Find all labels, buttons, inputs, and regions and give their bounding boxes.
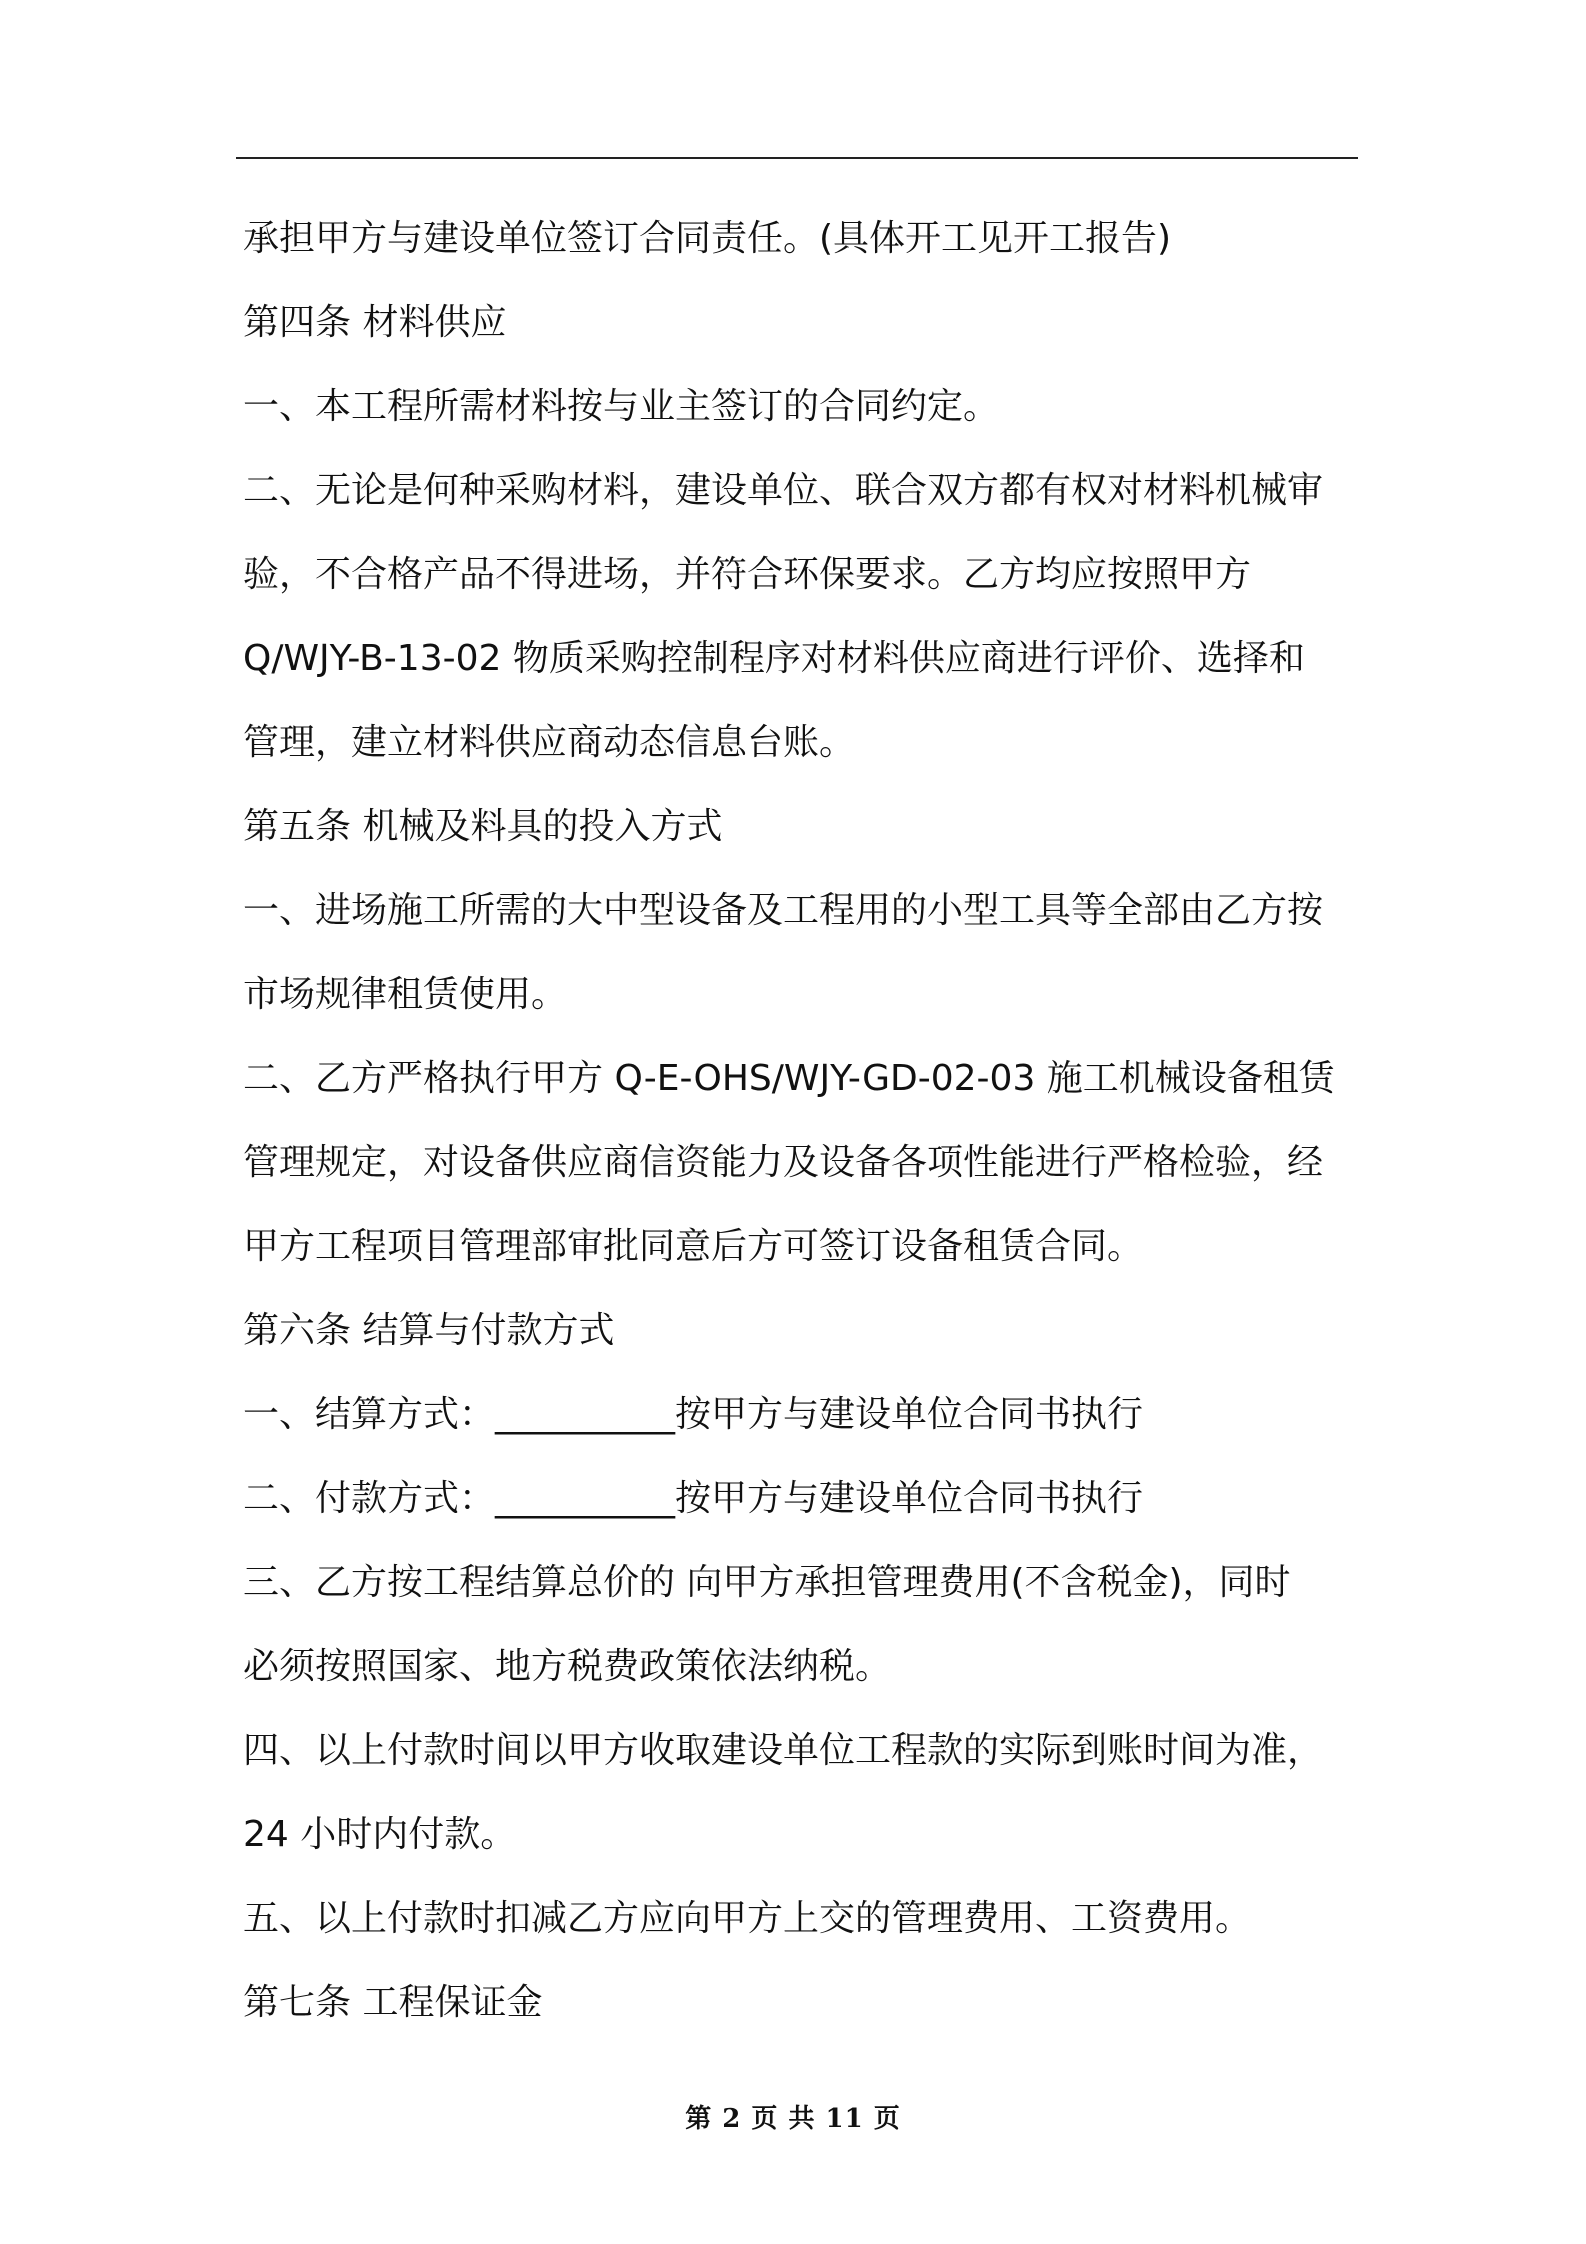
paragraph-line: 一、本工程所需材料按与业主签订的合同约定。 — [243, 386, 1000, 427]
paragraph-line: 必须按照国家、地方税费政策依法纳税。 — [243, 1646, 892, 1687]
page-number: 第 2 页 共 11 页 — [685, 2104, 901, 2134]
section-heading: 第七条 工程保证金 — [243, 1982, 543, 2023]
paragraph-line: 管理，建立材料供应商动态信息台账。 — [243, 722, 856, 763]
paragraph-line: 甲方工程项目管理部审批同意后方可签订设备租赁合同。 — [243, 1226, 1144, 1267]
section-heading: 第五条 机械及料具的投入方式 — [243, 806, 723, 847]
section-heading: 第六条 结算与付款方式 — [243, 1310, 615, 1351]
paragraph-line: 三、乙方按工程结算总价的 向甲方承担管理费用(不含税金)，同时 — [243, 1562, 1291, 1603]
paragraph-line: 四、以上付款时间以甲方收取建设单位工程款的实际到账时间为准， — [243, 1730, 1324, 1771]
paragraph-line: Q/WJY-B-13-02 物质采购控制程序对材料供应商进行评价、选择和 — [243, 638, 1305, 679]
paragraph-line: 管理规定，对设备供应商信资能力及设备各项性能进行严格检验，经 — [243, 1142, 1324, 1183]
paragraph-line: 二、付款方式：__________按甲方与建设单位合同书执行 — [243, 1478, 1144, 1519]
paragraph-line: 市场规律租赁使用。 — [243, 974, 568, 1015]
paragraph-line: 24 小时内付款。 — [243, 1814, 517, 1855]
paragraph-line: 二、无论是何种采购材料，建设单位、联合双方都有权对材料机械审 — [243, 470, 1324, 511]
paragraph-line: 一、进场施工所需的大中型设备及工程用的小型工具等全部由乙方按 — [243, 890, 1324, 931]
paragraph-line: 验，不合格产品不得进场，并符合环保要求。乙方均应按照甲方 — [243, 554, 1252, 595]
paragraph-line: 一、结算方式：__________按甲方与建设单位合同书执行 — [243, 1394, 1144, 1435]
paragraph-line: 二、乙方严格执行甲方 Q-E-OHS/WJY-GD-02-03 施工机械设备租赁 — [243, 1058, 1335, 1099]
document-body — [243, 197, 1363, 2045]
header-rule — [236, 157, 1358, 159]
paragraph-line: 五、以上付款时扣减乙方应向甲方上交的管理费用、工资费用。 — [243, 1898, 1252, 1939]
section-heading: 第四条 材料供应 — [243, 302, 507, 343]
paragraph-line: 承担甲方与建设单位签订合同责任。(具体开工见开工报告) — [243, 218, 1172, 259]
